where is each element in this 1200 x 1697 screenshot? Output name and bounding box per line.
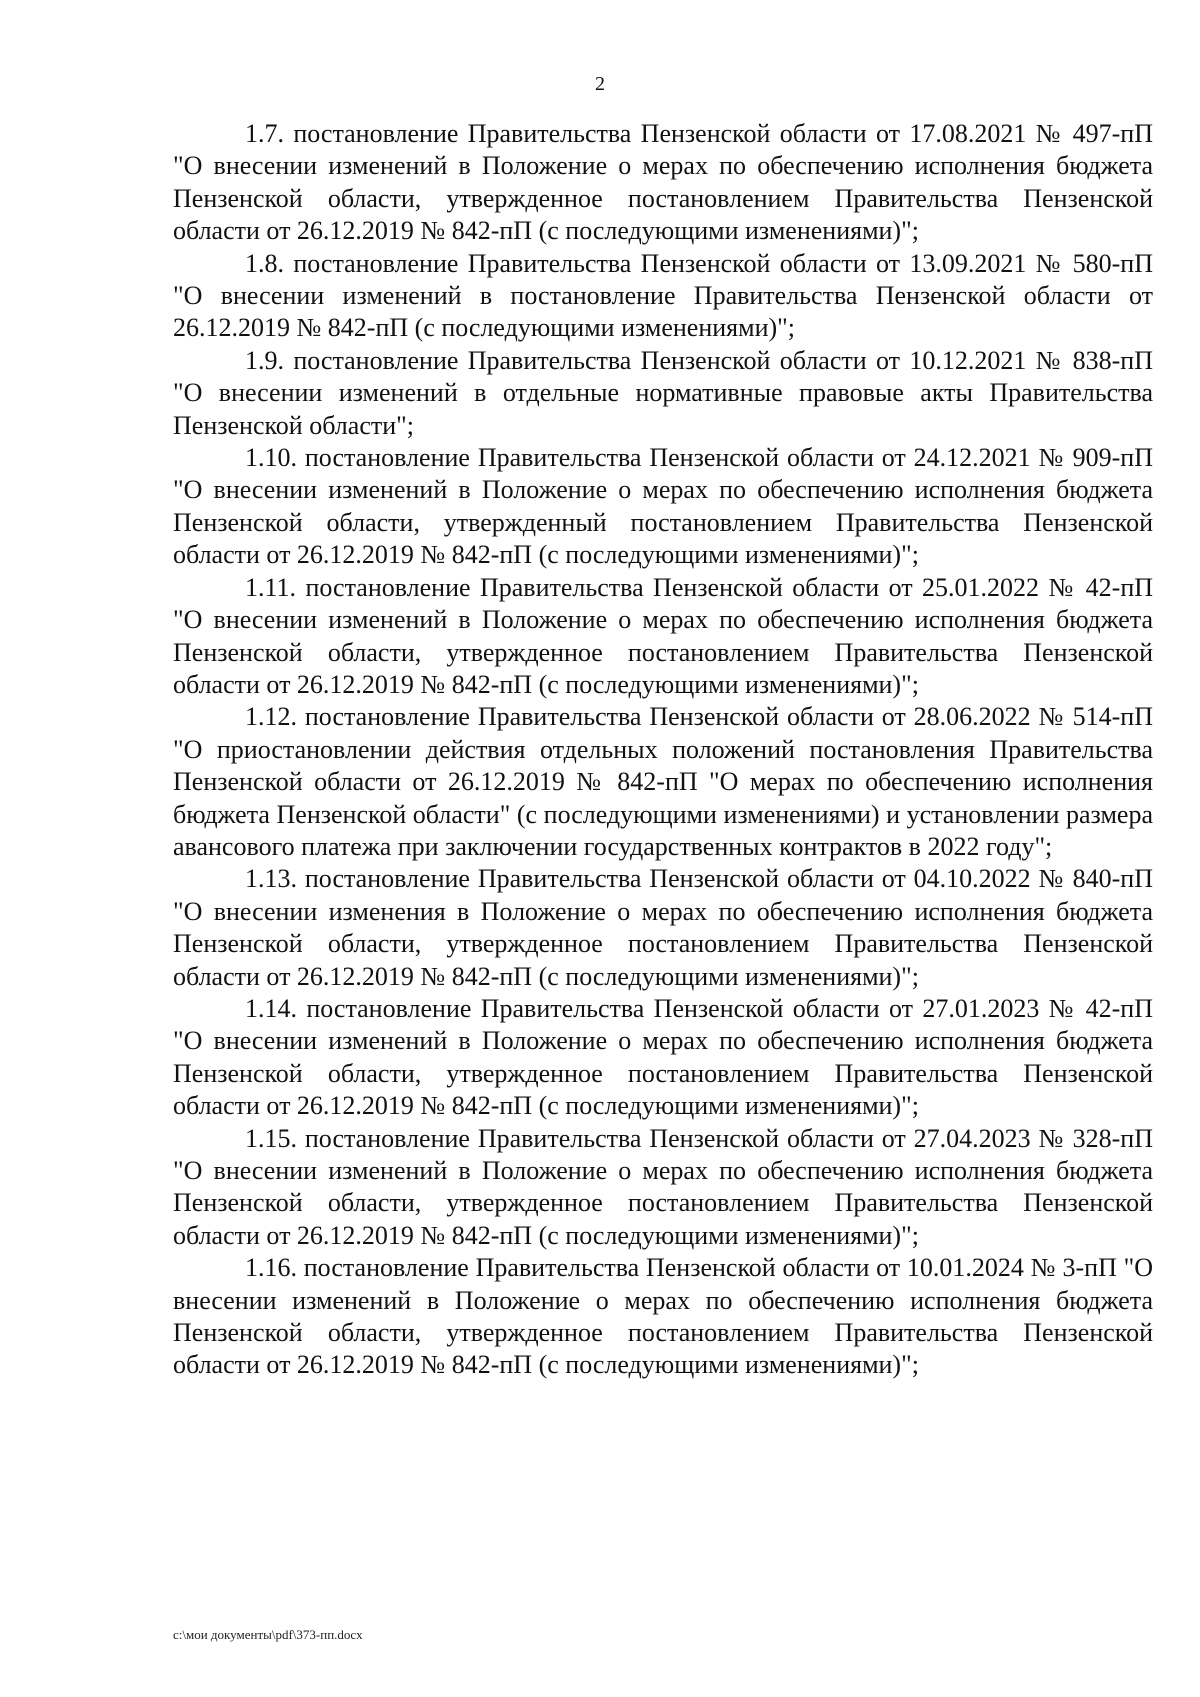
item-number: 1.9. <box>245 345 284 375</box>
item-text: постановление Правительства Пензенской области от 10.12.2021 № 838-пП "О внесении изменений в отдельные нормативные правовые акты Правительства Пензенской области"; <box>173 345 1154 440</box>
item-number: 1.13. <box>245 864 297 894</box>
list-item <box>173 993 1153 1123</box>
list-item <box>173 345 1153 442</box>
footer-file-path: c:\мои документы\pdf\373-пп.docx <box>173 1627 363 1642</box>
list-item <box>173 1123 1153 1253</box>
list-item <box>173 248 1153 345</box>
document-body <box>173 118 1153 1382</box>
item-number: 1.10. <box>245 443 297 473</box>
item-number: 1.11. <box>245 572 297 602</box>
item-text: постановление Правительства Пензенской области от 27.01.2023 № 42-пП "О внесении изменений в Положение о мерах по обеспечению исполнения бюджета Пензенской области, утвержденное постановлением Правительства Пензенской области от 26.12.2019 № 842-пП (с последующими изменениями)"; <box>173 993 1154 1121</box>
list-item <box>173 701 1153 863</box>
page-number: 2 <box>595 73 605 95</box>
item-text: постановление Правительства Пензенской области от 13.09.2021 № 580-пП "О внесении изменений в постановление Правительства Пензенской области от 26.12.2019 № 842-пП (с последующими изменениями)"; <box>173 248 1154 343</box>
item-text: постановление Правительства Пензенской области от 04.10.2022 № 840-пП "О внесении изменения в Положение о мерах по обеспечению исполнения бюджета Пензенской области, утвержденное постановлением Правительства Пензенской области от 26.12.2019 № 842-пП (с последующими изменениями)"; <box>173 864 1153 991</box>
list-item <box>173 863 1153 993</box>
item-text: постановление Правительства Пензенской области от 24.12.2021 № 909-пП "О внесении изменений в Положение о мерах по обеспечению исполнения бюджета Пензенской области, утвержденный постановлением Правительства Пензенской области от 26.12.2019 № 842-пП (с последующими изменениями)"; <box>173 443 1153 570</box>
list-item <box>173 118 1153 248</box>
item-number: 1.7. <box>245 119 284 148</box>
item-text: постановление Правительства Пензенской области от 10.01.2024 № 3-пП "О внесении изменений в Положение о мерах по обеспечению исполнения бюджета Пензенской области, утвержденное постановлением Правительства Пензенской области от 26.12.2019 № 842-пП (с последующими изменениями)"; <box>173 1253 1153 1380</box>
item-text: постановление Правительства Пензенской области от 25.01.2022 № 42-пП "О внесении изменений в Положение о мерах по обеспечению исполнения бюджета Пензенской области, утвержденное постановлением Правительства Пензенской области от 26.12.2019 № 842-пП (с последующими изменениями)"; <box>173 572 1154 699</box>
item-number: 1.15. <box>245 1123 297 1153</box>
item-number: 1.14. <box>245 993 297 1023</box>
list-item <box>173 442 1153 572</box>
item-text: постановление Правительства Пензенской области от 28.06.2022 № 514-пП "О приостановлении действия отдельных положений постановления Правительства Пензенской области от 26.12.2019 № 842-пП "О мерах по обеспечению исполнения бюджета Пензенской области" (с последующими изменениями) и установлении размера авансового платежа при заключении государственных контрактов в 2022 году"; <box>173 702 1153 861</box>
item-number: 1.8. <box>245 248 284 278</box>
item-text: постановление Правительства Пензенской области от 17.08.2021 № 497-пП "О внесении изменений в Положение о мерах по обеспечению исполнения бюджета Пензенской области, утвержденное постановлением Правительства Пензенской области от 26.12.2019 № 842-пП (с последующими изменениями)"; <box>173 119 1154 246</box>
item-number: 1.16. <box>245 1253 297 1283</box>
list-item <box>173 572 1153 702</box>
list-item <box>173 1252 1153 1382</box>
item-number: 1.12. <box>245 702 297 732</box>
item-text: постановление Правительства Пензенской области от 27.04.2023 № 328-пП "О внесении изменений в Положение о мерах по обеспечению исполнения бюджета Пензенской области, утвержденное постановлением Правительства Пензенской области от 26.12.2019 № 842-пП (с последующими изменениями)"; <box>173 1123 1153 1250</box>
